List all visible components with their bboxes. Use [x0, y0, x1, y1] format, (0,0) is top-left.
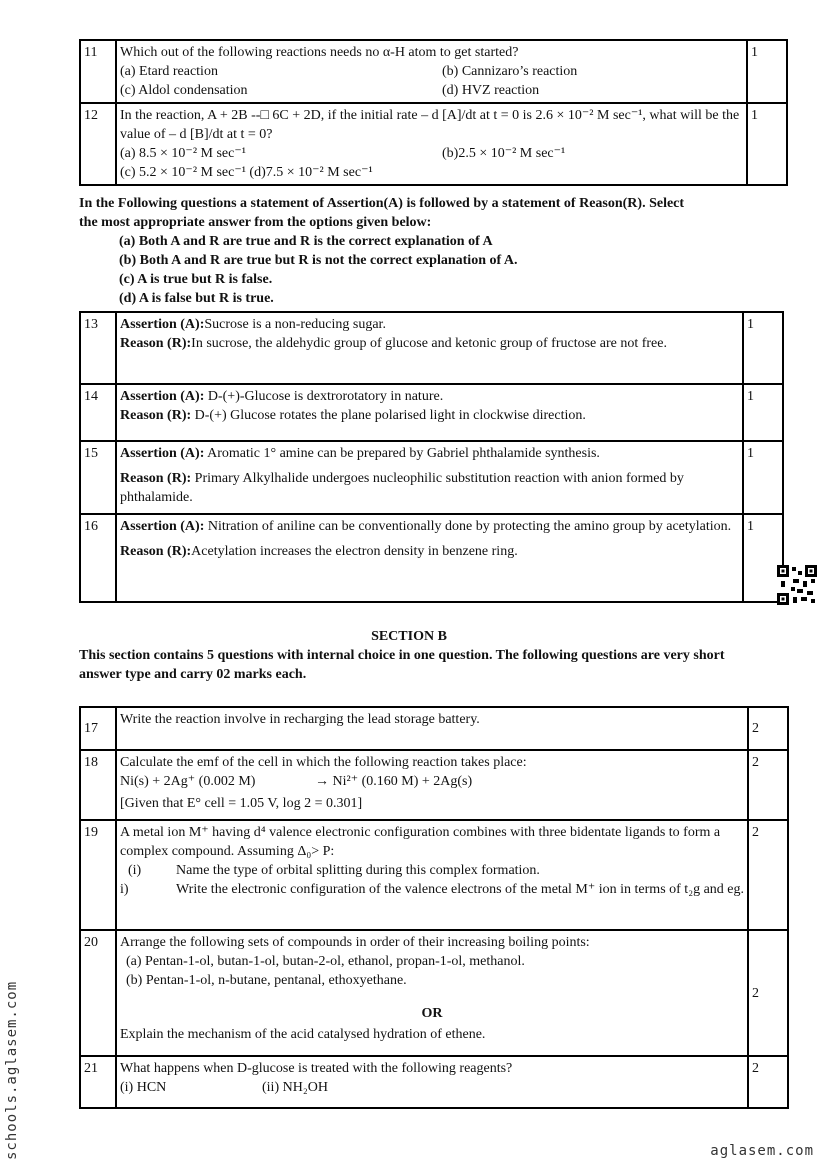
- marks: 1: [743, 312, 783, 384]
- answer-option-c: (c) A is true but R is false.: [119, 272, 273, 287]
- assertion-label: Assertion (A):: [120, 446, 205, 461]
- answer-option-d: (d) A is false but R is true.: [119, 291, 274, 306]
- answer-option-a: (a) Both A and R are true and R is the correct explanation of A: [119, 234, 493, 249]
- marks: 2: [748, 1056, 788, 1108]
- marks: 1: [747, 40, 787, 103]
- assertion-text: Nitration of aniline can be conventionally done by protecting the amino group by acetylation.: [207, 519, 732, 534]
- watermark-right: aglasem.com: [710, 1143, 814, 1159]
- question-body: [116, 514, 743, 602]
- section-b-table: [79, 706, 789, 1109]
- assertion-label: Assertion (A):: [120, 519, 205, 534]
- marks: 1: [743, 441, 783, 514]
- answer-option-b: (b) Both A and R are true but R is not the correct explanation of A.: [119, 253, 518, 268]
- question-body: [116, 441, 743, 514]
- watermark-left: schools.aglasem.com: [4, 980, 20, 1160]
- question-number: 15: [80, 441, 116, 514]
- question-body: [116, 750, 748, 820]
- part-ii: (ii) NH₂OH: [262, 1080, 328, 1095]
- option-c: (c) Aldol condensation: [120, 83, 248, 98]
- question-number: 18: [80, 750, 116, 820]
- question-number: 19: [80, 820, 116, 930]
- section-instructions: This section contains 5 questions with internal choice in one question. The following questions are very short answer type and carry 02 marks each.: [79, 648, 725, 682]
- part-b: (b) Pentan-1-ol, n-butane, pentanal, ethoxyethane.: [126, 973, 407, 988]
- given-data: [Given that E° cell = 1.05 V, log 2 = 0.301]: [120, 796, 363, 811]
- section-title: SECTION B: [371, 629, 447, 644]
- assertion-label: Assertion (A):: [120, 317, 205, 332]
- question-row-19: [80, 820, 788, 930]
- reason-label: Reason (R):: [120, 408, 192, 423]
- top-question-table: [79, 39, 788, 186]
- option-a: (a) 8.5 × 10⁻² M sec⁻¹: [120, 146, 246, 161]
- part-i-label: (i): [128, 863, 142, 878]
- marks: 2: [748, 750, 788, 820]
- question-body: [116, 1056, 748, 1108]
- section-b-header: [79, 627, 739, 684]
- assertion-text: D-(+)-Glucose is dextrorotatory in nature.: [207, 389, 444, 404]
- reason-label: Reason (R):: [120, 336, 192, 351]
- marks: 1: [747, 103, 787, 185]
- question-row-16: [80, 514, 783, 602]
- question-number: 16: [80, 514, 116, 602]
- option-a: (a) Etard reaction: [120, 64, 218, 79]
- marks: 2: [748, 820, 788, 930]
- question-text: Calculate the emf of the cell in which the following reaction takes place:: [120, 755, 527, 770]
- question-row-15: [80, 441, 783, 514]
- question-row-13: [80, 312, 783, 384]
- question-row-18: [80, 750, 788, 820]
- option-c-d: (c) 5.2 × 10⁻² M sec⁻¹ (d)7.5 × 10⁻² M sec⁻¹: [120, 165, 373, 180]
- question-body: [116, 40, 747, 103]
- marks: 2: [748, 930, 788, 1056]
- option-b: (b) Cannizaro’s reaction: [442, 64, 578, 79]
- question-text: A metal ion M⁺ having d⁴ valence electronic configuration combines with three bidentate ligands to form a complex compound. Assuming Δ₀> P:: [120, 825, 721, 859]
- part-i-text: Name the type of orbital splitting during this complex formation.: [176, 863, 540, 878]
- question-text: Which out of the following reactions needs no α-H atom to get started?: [120, 45, 519, 60]
- marks: 1: [743, 384, 783, 441]
- or-separator: OR: [421, 1006, 443, 1021]
- assertion-label: Assertion (A):: [120, 389, 205, 404]
- question-number: 20: [80, 930, 116, 1056]
- question-number: 14: [80, 384, 116, 441]
- question-text: Write the reaction involve in recharging the lead storage battery.: [116, 707, 748, 750]
- option-b: (b)2.5 × 10⁻² M sec⁻¹: [442, 146, 566, 161]
- marks: 2: [748, 707, 788, 750]
- reason-text: Acetylation increases the electron density in benzene ring.: [191, 544, 518, 559]
- reason-text: In sucrose, the aldehydic group of glucose and ketonic group of fructose are not free.: [191, 336, 667, 351]
- part-ii-text: Write the electronic configuration of the valence electrons of the metal M⁺ ion in terms of t₂g and eg.: [176, 882, 745, 897]
- reason-label: Reason (R):: [120, 544, 192, 559]
- question-number: 11: [80, 40, 116, 103]
- qr-code-icon: [777, 565, 817, 605]
- part-i: (i) HCN: [120, 1080, 167, 1095]
- question-row-21: [80, 1056, 788, 1108]
- question-row-12: [80, 103, 787, 185]
- part-ii-label: i): [120, 882, 129, 897]
- reason-text: Primary Alkylhalide undergoes nucleophilic substitution reaction with anion formed by phthalamide.: [120, 471, 684, 505]
- question-body: [116, 103, 747, 185]
- question-text: Arrange the following sets of compounds in order of their increasing boiling points:: [120, 935, 590, 950]
- question-row-14: [80, 384, 783, 441]
- question-body: [116, 384, 743, 441]
- assertion-text: Sucrose is a non-reducing sugar.: [204, 317, 386, 332]
- question-row-17: [80, 707, 788, 750]
- marks: 1: [743, 514, 783, 602]
- assertion-reason-instructions: [79, 194, 699, 308]
- question-text: What happens when D-glucose is treated with the following reagents?: [120, 1061, 513, 1076]
- assertion-reason-table: [79, 311, 784, 603]
- reaction-right: → Ni²⁺ (0.160 M) + 2Ag(s): [315, 774, 473, 789]
- question-number: 13: [80, 312, 116, 384]
- question-row-20: [80, 930, 788, 1056]
- alternate-question: Explain the mechanism of the acid catalysed hydration of ethene.: [120, 1027, 486, 1042]
- assertion-text: Aromatic 1° amine can be prepared by Gabriel phthalamide synthesis.: [207, 446, 600, 461]
- question-body: [116, 820, 748, 930]
- reason-text: D-(+) Glucose rotates the plane polarised light in clockwise direction.: [194, 408, 586, 423]
- question-number: 17: [80, 707, 116, 750]
- question-body: [116, 312, 743, 384]
- question-body: [116, 930, 748, 1056]
- question-row-11: [80, 40, 787, 103]
- question-number: 21: [80, 1056, 116, 1108]
- instructions-text: In the Following questions a statement of Assertion(A) is followed by a statement of Reason(R). Select the most appropriate answer from the options given below:: [79, 196, 685, 230]
- option-d: (d) HVZ reaction: [442, 83, 540, 98]
- reason-label: Reason (R):: [120, 471, 192, 486]
- part-a: (a) Pentan-1-ol, butan-1-ol, butan-2-ol, ethanol, propan-1-ol, methanol.: [126, 954, 525, 969]
- question-text: In the reaction, A + 2B --□ 6C + 2D, if the initial rate – d [A]/dt at t = 0 is 2.6 × 10⁻² M sec⁻¹, what will be the value of – d [B]/dt at t = 0?: [120, 108, 740, 142]
- question-number: 12: [80, 103, 116, 185]
- reaction-left: Ni(s) + 2Ag⁺ (0.002 M): [120, 774, 256, 789]
